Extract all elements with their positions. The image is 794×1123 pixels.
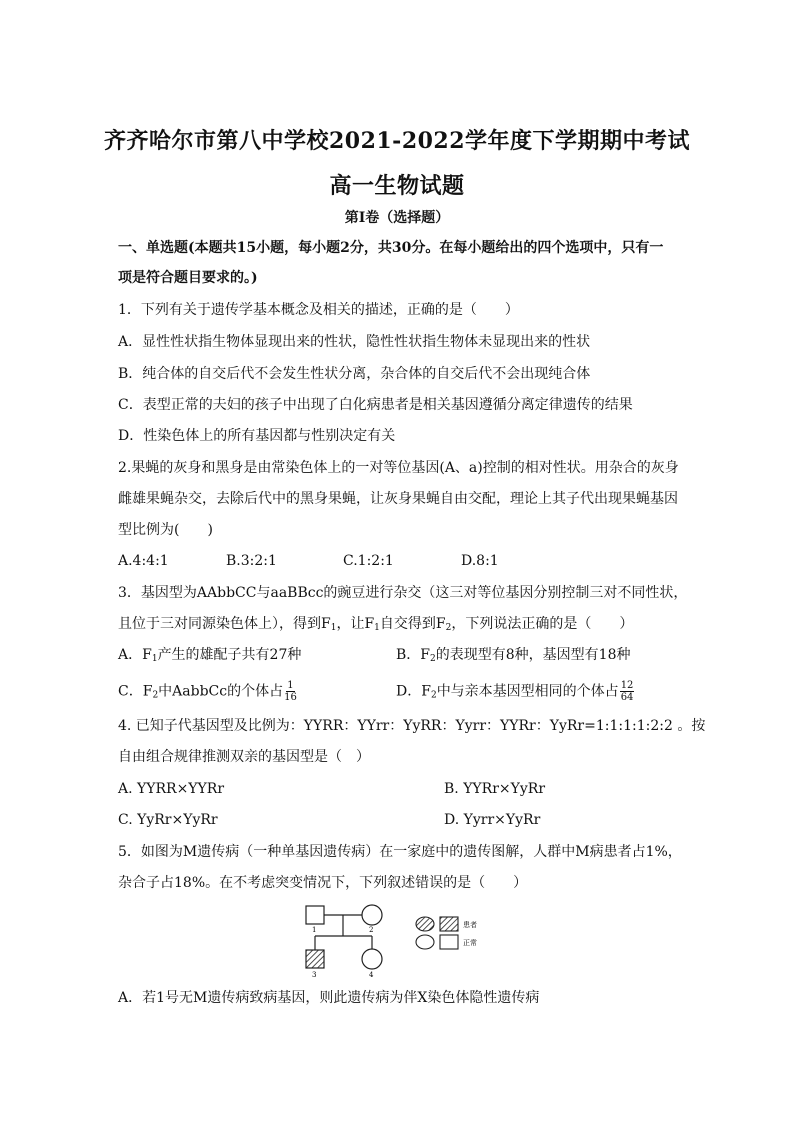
q3-option-a: A．$F_1$产生的雄配子共有27种 xyxy=(118,647,302,664)
q4-option-b: B. YYRr×YyRr xyxy=(444,781,546,797)
exam-subtitle: 高一生物试题 xyxy=(329,173,465,199)
q5-stem-line1: 5．如图为M遗传病（一种单基因遗传病）在一家庭中的遗传图解，人群中M病患者占1%， xyxy=(118,844,682,860)
q3-stem-line1: 3．基因型为AAbbCC与aaBBcc的豌豆进行杂交（这三对等位基因分别控制三对不同性状， xyxy=(118,585,688,601)
q1-option-d: D．性染色体上的所有基因都与性别决定有关 xyxy=(118,428,396,444)
q1-option-a: A．显性性状指生物体显现出来的性状，隐性性状指生物体未显现出来的性状 xyxy=(118,334,591,350)
q1-option-c: C．表型正常的夫妇的孩子中出现了白化病患者是相关基因遵循分离定律遗传的结果 xyxy=(118,397,633,413)
pedigree-affected-male-3 xyxy=(306,950,324,968)
section-heading: 第Ⅰ卷（选择题） xyxy=(344,210,450,226)
part1-heading-line2: 项是符合题目要求的。) xyxy=(118,270,258,286)
q2-option-d: D.8:1 xyxy=(461,553,499,569)
pedigree-female-2 xyxy=(362,905,382,925)
q4-stem-line2: 自由组合规律推测双亲的基因型是（ ） xyxy=(118,749,370,765)
q4-option-c: C. YyRr×YyRr xyxy=(118,812,218,828)
fraction: $\frac{1}{16}$ xyxy=(284,680,297,703)
pedigree-male-1 xyxy=(306,906,324,924)
q2-stem-line2: 雌雄果蝇杂交，去除后代中的黑身果蝇，让灰身果蝇自由交配，理论上其子代出现果蝇基因 xyxy=(118,491,678,507)
q2-stem-line3: 型比例为( ) xyxy=(118,522,213,538)
q3-option-b: B．$F_2$的表现型有8种，基因型有18种 xyxy=(396,647,631,664)
q2-option-c: C.1:2:1 xyxy=(343,553,394,569)
legend-affected-male xyxy=(440,917,458,931)
q4-option-a: A. YYRR×YYRr xyxy=(118,781,225,797)
q1-stem: 1．下列有关于遗传学基本概念及相关的描述，正确的是（ ） xyxy=(118,302,519,318)
q3-stem-line2: 且位于三对同源染色体上），得到$F_1$，让$F_1$自交得到$F_2$，下列说法正确的是（ ） xyxy=(118,616,634,633)
q2-option-b: B.3:2:1 xyxy=(226,553,277,569)
legend-affected-label: 患者 xyxy=(463,921,477,929)
pedigree-number-2: 2 xyxy=(369,926,374,934)
q5-option-a: A．若1号无M遗传病致病基因，则此遗传病为伴X染色体隐性遗传病 xyxy=(118,990,540,1006)
q3-option-c: C．$F_2$中AabbCc的个体占 $\frac{1}{16}$ xyxy=(118,680,297,703)
q2-option-a: A.4:4:1 xyxy=(118,553,169,569)
q3-option-d: D．$F_2$中与亲本基因型相同的个体占 $\frac{12}{64}$ xyxy=(396,680,634,703)
pedigree-number-3: 3 xyxy=(312,971,317,979)
q5-stem-line2: 杂合子占18%。在不考虑突变情况下，下列叙述错误的是（ ） xyxy=(118,875,528,891)
pedigree-female-4 xyxy=(362,949,382,969)
q4-option-d: D. Yyrr×YyRr xyxy=(444,812,541,828)
legend-normal-male xyxy=(440,935,458,949)
legend-normal-label: 正常 xyxy=(463,939,477,947)
q1-option-b: B．纯合体的自交后代不会发生性状分离，杂合体的自交后代不会出现纯合体 xyxy=(118,366,591,382)
q2-stem-line1: 2.果蝇的灰身和黑身是由常染色体上的一对等位基因(A、a)控制的相对性状。用杂合的灰身 xyxy=(118,460,679,476)
exam-title: 齐齐哈尔市第八中学校2021-2022学年度下学期期中考试 xyxy=(103,128,691,154)
part1-heading-line1: 一、单选题(本题共15小题，每小题2分，共30分。在每小题给出的四个选项中，只有一 xyxy=(118,240,664,256)
legend-normal-female xyxy=(416,935,434,949)
pedigree-number-4: 4 xyxy=(369,971,374,979)
pedigree-diagram xyxy=(300,900,490,980)
q4-stem-line1: 4. 已知子代基因型及比例为：YYRR：YYrr：YyRR：Yyrr：YYRr：YyRr=1:1:1:1:2:2 。按 xyxy=(118,718,706,734)
fraction: $\frac{12}{64}$ xyxy=(620,680,634,703)
legend-affected-female xyxy=(416,917,434,931)
pedigree-number-1: 1 xyxy=(312,926,317,934)
